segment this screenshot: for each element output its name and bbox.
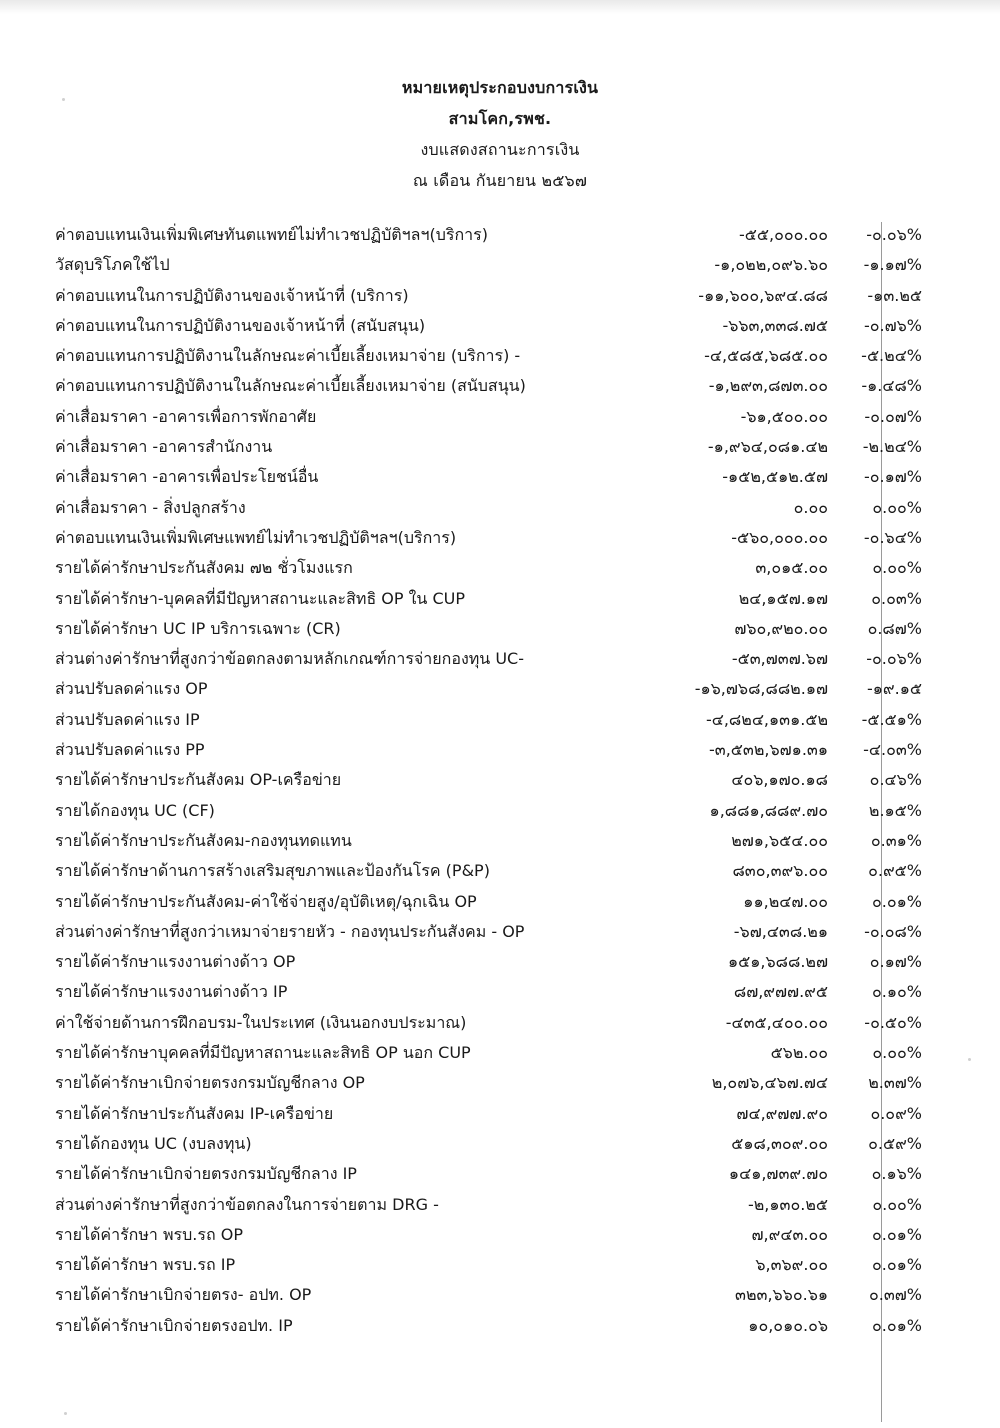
account-percent: -๐.๐๖% bbox=[866, 649, 922, 669]
account-percent: ๐.๑๖% bbox=[871, 1164, 922, 1184]
account-label: ส่วนต่างค่ารักษาที่สูงกว่าข้อตกลงตามหลักเกณฑ์การจ่ายกองทุน UC- bbox=[55, 649, 524, 669]
account-label: รายได้ค่ารักษาเบิกจ่ายตรงกรมบัญชีกลาง OP bbox=[55, 1073, 365, 1093]
account-percent: -๑๓.๒๕ bbox=[867, 285, 922, 305]
account-label: รายได้ค่ารักษาด้านการสร้างเสริมสุขภาพและป้องกันโรค (P&P) bbox=[55, 861, 490, 881]
table-row bbox=[0, 310, 1000, 340]
table-row bbox=[0, 886, 1000, 916]
account-amount: ๑๔๑,๗๓๙.๗๐ bbox=[728, 1164, 828, 1184]
account-amount: -๕๕,๐๐๐.๐๐ bbox=[739, 225, 828, 244]
account-amount: ๑๐,๐๑๐.๐๖ bbox=[748, 1315, 828, 1335]
table-row bbox=[0, 795, 1000, 825]
account-percent: ๐.๑๐% bbox=[872, 982, 922, 1002]
account-percent: ๐.๑๗% bbox=[869, 952, 922, 972]
account-label: รายได้ค่ารักษาประกันสังคม IP-เครือข่าย bbox=[55, 1103, 334, 1123]
table-row bbox=[0, 764, 1000, 794]
table-row bbox=[0, 1128, 1000, 1158]
account-percent: ๐.๘๗% bbox=[867, 618, 922, 638]
table-row bbox=[0, 370, 1000, 400]
account-amount: ๖,๓๖๙.๐๐ bbox=[755, 1255, 828, 1275]
account-label: ค่าเสื่อมราคา - สิ่งปลูกสร้าง bbox=[55, 497, 246, 517]
table-row bbox=[0, 734, 1000, 764]
table-row bbox=[0, 1067, 1000, 1097]
account-label: ส่วนต่างค่ารักษาที่สูงกว่าข้อตกลงในการจ่ายตาม DRG - bbox=[55, 1194, 439, 1214]
table-row bbox=[0, 461, 1000, 491]
account-label: ส่วนปรับลดค่าแรง IP bbox=[55, 709, 200, 729]
account-percent: -๑๙.๑๕ bbox=[867, 679, 922, 699]
account-amount: ๓,๐๑๕.๐๐ bbox=[755, 558, 828, 578]
account-percent: -๔.๐๓% bbox=[863, 740, 922, 760]
account-percent: ๐.๐๑% bbox=[872, 1315, 922, 1335]
table-row bbox=[0, 1098, 1000, 1128]
account-amount: ๗๖๐,๙๒๐.๐๐ bbox=[734, 618, 828, 638]
table-row bbox=[0, 946, 1000, 976]
account-percent: ๐.๕๙% bbox=[868, 1133, 922, 1153]
account-amount: -๒,๑๓๐.๒๕ bbox=[747, 1194, 828, 1214]
account-amount: ๒๔,๑๕๗.๑๗ bbox=[738, 588, 828, 608]
account-label: รายได้ค่ารักษาเบิกจ่ายตรงอปท. IP bbox=[55, 1315, 293, 1335]
account-label: รายได้ค่ารักษา พรบ.รถ IP bbox=[55, 1255, 236, 1275]
account-label: รายได้ค่ารักษาเบิกจ่ายตรงกรมบัญชีกลาง IP bbox=[55, 1164, 357, 1184]
account-percent: -๐.๐๖% bbox=[866, 225, 922, 244]
account-label: รายได้ค่ารักษา UC IP บริการเฉพาะ (CR) bbox=[55, 618, 341, 638]
account-label: ส่วนปรับลดค่าแรง OP bbox=[55, 679, 208, 699]
table-row bbox=[0, 1158, 1000, 1188]
account-amount: -๖๑,๕๐๐.๐๐ bbox=[740, 406, 828, 426]
account-label: ค่าใช้จ่ายด้านการฝึกอบรม-ในประเทศ (เงินนอกงบประมาณ) bbox=[55, 1012, 467, 1032]
account-label: รายได้ค่ารักษาแรงงานต่างด้าว OP bbox=[55, 952, 296, 972]
account-label: ค่าตอบแทนเงินเพิ่มพิเศษทันตแพทย์ไม่ทำเวชปฏิบัติฯลฯ(บริการ) bbox=[55, 225, 488, 244]
account-amount: -๑๑,๖๐๐,๖๙๔.๘๘ bbox=[698, 285, 828, 305]
account-label: ค่าตอบแทนในการปฏิบัติงานของเจ้าหน้าที่ (สนับสนุน) bbox=[55, 315, 426, 335]
table-row bbox=[0, 219, 1000, 249]
account-percent: ๐.๐๙% bbox=[870, 1103, 922, 1123]
account-label: รายได้กองทุน UC (งบลงทุน) bbox=[55, 1133, 252, 1153]
account-label: รายได้ค่ารักษาบุคคลที่มีปัญหาสถานะและสิทธิ OP นอก CUP bbox=[55, 1043, 471, 1063]
account-amount: -๕๓,๗๓๗.๖๗ bbox=[731, 649, 828, 669]
account-amount: -๖๗,๔๓๘.๒๑ bbox=[733, 921, 828, 941]
table-row bbox=[0, 673, 1000, 703]
table-row bbox=[0, 1249, 1000, 1279]
account-amount: ๓๒๓,๖๖๐.๖๑ bbox=[735, 1285, 828, 1305]
account-amount: ๗,๙๔๓.๐๐ bbox=[751, 1224, 828, 1244]
account-label: รายได้ค่ารักษาประกันสังคม-ค่าใช้จ่ายสูง/อุบัติเหตุ/ฉุกเฉิน OP bbox=[55, 891, 477, 911]
account-percent: -๐.๑๗% bbox=[863, 467, 922, 487]
account-label: รายได้ค่ารักษาเบิกจ่ายตรง- อปท. OP bbox=[55, 1285, 312, 1305]
account-label: ค่าตอบแทนในการปฏิบัติงานของเจ้าหน้าที่ (บริการ) bbox=[55, 285, 409, 305]
account-label: ส่วนปรับลดค่าแรง PP bbox=[55, 740, 205, 760]
account-label: ค่าเสื่อมราคา -อาคารเพื่อการพักอาศัย bbox=[55, 406, 317, 426]
account-percent: ๐.๐๓% bbox=[871, 588, 922, 608]
table-row bbox=[0, 280, 1000, 310]
account-percent: -๐.๐๗% bbox=[864, 406, 922, 426]
table-row bbox=[0, 613, 1000, 643]
account-amount: ๐.๐๐ bbox=[793, 497, 828, 517]
organization-name: สามโคก,รพช. bbox=[448, 109, 552, 128]
account-amount: -๔,๘๒๔,๑๓๑.๕๒ bbox=[705, 709, 828, 729]
account-percent: ๐.๐๐% bbox=[872, 1043, 922, 1063]
document-header bbox=[0, 72, 1000, 196]
account-percent: -๑.๑๗% bbox=[863, 255, 922, 275]
table-row bbox=[0, 916, 1000, 946]
account-percent: -๑.๔๘% bbox=[861, 376, 922, 396]
table-row bbox=[0, 1279, 1000, 1309]
account-percent: -๐.๐๘% bbox=[864, 921, 922, 941]
table-row bbox=[0, 340, 1000, 370]
account-amount: ๗๔,๙๗๗.๙๐ bbox=[736, 1103, 828, 1123]
table-row bbox=[0, 522, 1000, 552]
table-row bbox=[0, 552, 1000, 582]
account-amount: -๔,๕๘๕,๖๘๕.๐๐ bbox=[704, 346, 828, 366]
table-row bbox=[0, 1189, 1000, 1219]
account-percent: ๐.๐๐% bbox=[872, 1194, 922, 1214]
account-label: ค่าเสื่อมราคา -อาคารเพื่อประโยชน์อื่น bbox=[55, 467, 319, 487]
account-percent: ๐.๐๑% bbox=[872, 1224, 922, 1244]
table-row bbox=[0, 1219, 1000, 1249]
table-row bbox=[0, 643, 1000, 673]
table-row bbox=[0, 855, 1000, 885]
account-amount: -๕๖๐,๐๐๐.๐๐ bbox=[731, 527, 828, 547]
account-amount: ๒๗๑,๖๕๔.๐๐ bbox=[731, 830, 828, 850]
table-row bbox=[0, 1037, 1000, 1067]
table-row bbox=[0, 431, 1000, 461]
account-amount: -๑๖,๗๖๘,๘๘๒.๑๗ bbox=[694, 679, 828, 699]
account-label: รายได้ค่ารักษาประกันสังคม ๗๒ ชั่วโมงแรก bbox=[55, 558, 353, 578]
account-amount: ๕๖๒.๐๐ bbox=[770, 1043, 828, 1063]
account-label: ค่าตอบแทนการปฏิบัติงานในลักษณะค่าเบี้ยเลี้ยงเหมาจ่าย (สนับสนุน) bbox=[55, 376, 526, 396]
table-row bbox=[0, 704, 1000, 734]
account-percent: -๕.๕๑% bbox=[861, 709, 922, 729]
account-percent: ๒.๑๕% bbox=[868, 800, 922, 820]
account-label: รายได้กองทุน UC (CF) bbox=[55, 800, 215, 820]
account-amount: -๑,๐๒๒,๐๙๖.๖๐ bbox=[714, 255, 828, 275]
account-amount: ๔๐๖,๑๗๐.๑๘ bbox=[731, 770, 828, 790]
statement-name: งบแสดงสถานะการเงิน bbox=[420, 140, 580, 159]
account-percent: ๐.๓๗% bbox=[868, 1285, 922, 1305]
report-title: หมายเหตุประกอบงบการเงิน bbox=[401, 78, 599, 97]
account-label: รายได้ค่ารักษาประกันสังคม OP-เครือข่าย bbox=[55, 770, 342, 790]
account-percent: -๐.๕๐% bbox=[864, 1012, 922, 1032]
account-percent: -๐.๗๖% bbox=[863, 315, 922, 335]
table-row bbox=[0, 249, 1000, 279]
account-amount: -๖๖๓,๓๓๘.๗๕ bbox=[722, 315, 828, 335]
account-percent: -๕.๒๔% bbox=[861, 346, 922, 366]
account-amount: -๑๕๒,๕๑๒.๕๗ bbox=[722, 467, 828, 487]
table-row bbox=[0, 492, 1000, 522]
account-amount: -๑,๙๖๔,๐๘๑.๔๒ bbox=[707, 437, 828, 457]
account-amount: -๓,๕๓๒,๖๗๑.๓๑ bbox=[709, 740, 828, 760]
scan-speck bbox=[64, 1412, 67, 1415]
account-amount: ๑,๘๘๑,๘๘๙.๗๐ bbox=[709, 800, 828, 820]
account-percent: ๐.๙๕% bbox=[868, 861, 922, 881]
account-percent: ๐.๓๑% bbox=[870, 830, 922, 850]
account-label: รายได้ค่ารักษาประกันสังคม-กองทุนทดแทน bbox=[55, 830, 352, 850]
account-amount: -๔๓๕,๔๐๐.๐๐ bbox=[725, 1012, 828, 1032]
account-percent: ๐.๐๑% bbox=[872, 891, 922, 911]
account-percent: ๐.๔๖% bbox=[869, 770, 922, 790]
account-label: รายได้ค่ารักษา-บุคคลที่มีปัญหาสถานะและสิทธิ OP ใน CUP bbox=[55, 588, 465, 608]
account-percent: ๐.๐๑% bbox=[872, 1255, 922, 1275]
scan-edge-shadow bbox=[0, 0, 1000, 14]
account-amount: ๕๑๘,๓๐๙.๐๐ bbox=[731, 1133, 828, 1153]
account-amount: ๑๑,๒๔๗.๐๐ bbox=[743, 891, 828, 911]
table-row bbox=[0, 825, 1000, 855]
table-row bbox=[0, 1007, 1000, 1037]
account-percent: -๒.๒๔% bbox=[862, 437, 922, 457]
account-percent: -๐.๖๔% bbox=[863, 527, 922, 547]
table-row bbox=[0, 976, 1000, 1006]
account-label: ค่าตอบแทนการปฏิบัติงานในลักษณะค่าเบี้ยเลี้ยงเหมาจ่าย (บริการ) - bbox=[55, 346, 521, 366]
account-label: รายได้ค่ารักษา พรบ.รถ OP bbox=[55, 1224, 243, 1244]
account-percent: ๒.๓๗% bbox=[868, 1073, 922, 1093]
table-row bbox=[0, 401, 1000, 431]
account-percent: ๐.๐๐% bbox=[872, 558, 922, 578]
account-percent: ๐.๐๐% bbox=[872, 497, 922, 517]
account-label: รายได้ค่ารักษาแรงงานต่างด้าว IP bbox=[55, 982, 288, 1002]
account-label: ค่าตอบแทนเงินเพิ่มพิเศษแพทย์ไม่ทำเวชปฏิบัติฯลฯ(บริการ) bbox=[55, 527, 457, 547]
account-amount: ๒,๐๗๖,๔๖๗.๗๔ bbox=[711, 1073, 828, 1093]
account-amount: ๘๗,๙๗๗.๙๕ bbox=[733, 982, 828, 1002]
account-label: วัสดุบริโภคใช้ไป bbox=[55, 255, 170, 275]
account-list bbox=[0, 219, 1000, 1340]
account-label: ค่าเสื่อมราคา -อาคารสำนักงาน bbox=[55, 437, 273, 457]
account-amount: -๑,๒๙๓,๘๗๓.๐๐ bbox=[708, 376, 828, 396]
account-amount: ๑๕๑,๖๘๘.๒๗ bbox=[727, 952, 828, 972]
table-row bbox=[0, 1310, 1000, 1340]
account-label: ส่วนต่างค่ารักษาที่สูงกว่าเหมาจ่ายรายหัว - กองทุนประกันสังคม - OP bbox=[55, 921, 525, 941]
table-row bbox=[0, 583, 1000, 613]
statement-date: ณ เดือน กันยายน ๒๕๖๗ bbox=[412, 171, 588, 190]
account-amount: ๘๓๐,๓๙๖.๐๐ bbox=[732, 861, 828, 881]
